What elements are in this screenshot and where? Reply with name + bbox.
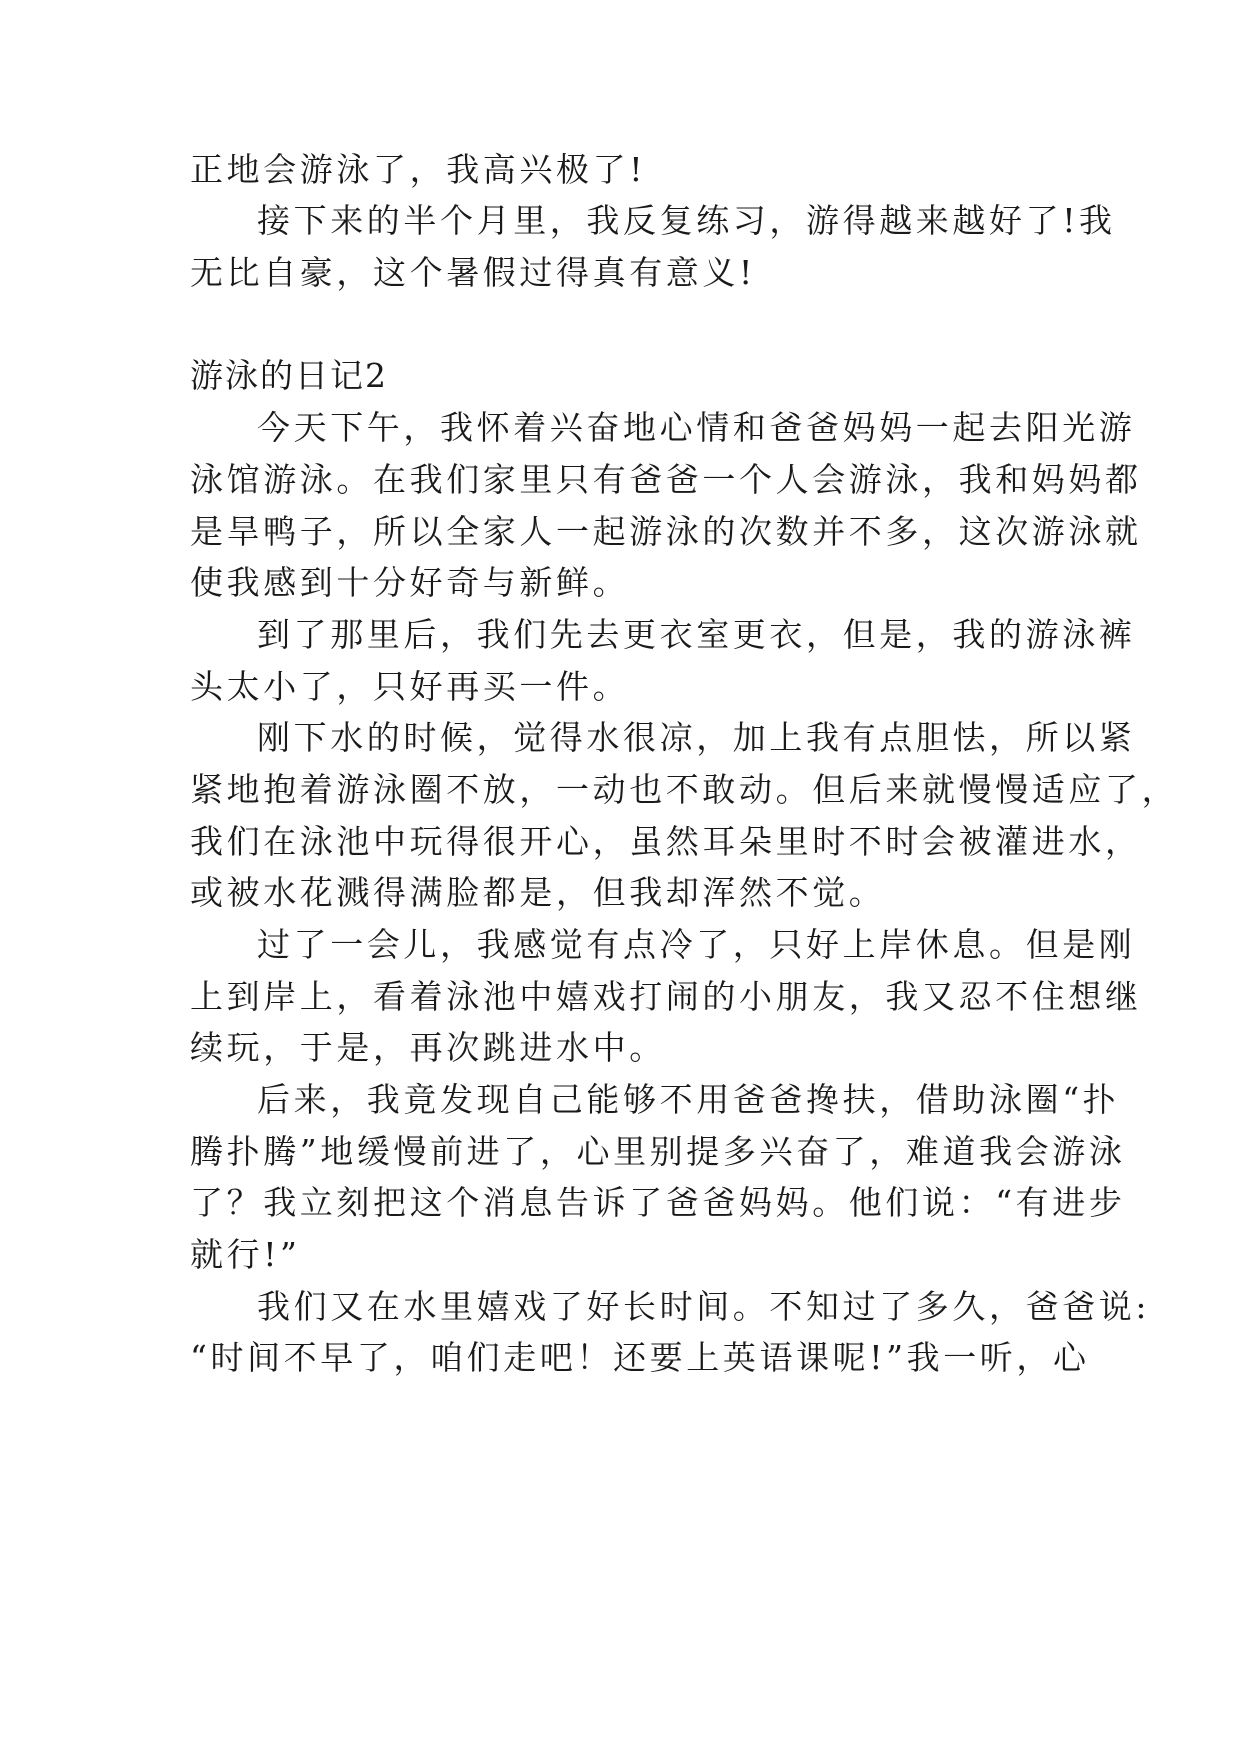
paragraph-first-line: 过了一会儿，我感觉有点冷了，只好上岸休息。但是刚 xyxy=(257,925,1136,964)
text-line: 续玩，于是，再次跳进水中。 xyxy=(190,1028,666,1067)
paragraph-first-line: 刚下水的时候，觉得水很凉，加上我有点胆怯，所以紧 xyxy=(257,718,1136,757)
text-line: 无比自豪，这个暑假过得真有意义! xyxy=(190,253,756,292)
text-line: 头太小了，只好再买一件。 xyxy=(190,667,630,706)
text-line: 紧地抱着游泳圈不放，一动也不敢动。但后来就慢慢适应了， xyxy=(190,770,1179,809)
paragraph-first-line: 我们又在水里嬉戏了好长时间。不知过了多久，爸爸说: xyxy=(257,1287,1151,1326)
text-line: 了？我立刻把这个消息告诉了爸爸妈妈。他们说：“有进步 xyxy=(190,1183,1126,1222)
text-line: “时间不早了，咱们走吧！还要上英语课呢!”我一听，心 xyxy=(190,1338,1090,1377)
text-line: 是旱鸭子，所以全家人一起游泳的次数并不多，这次游泳就 xyxy=(190,512,1142,551)
text-line: 我们在泳池中玩得很开心，虽然耳朵里时不时会被灌进水， xyxy=(190,822,1142,861)
text-line: 或被水花溅得满脸都是，但我却浑然不觉。 xyxy=(190,873,886,912)
text-line: 腾扑腾”地缓慢前进了，心里别提多兴奋了，难道我会游泳 xyxy=(190,1132,1126,1171)
text-line: 泳馆游泳。在我们家里只有爸爸一个人会游泳，我和妈妈都 xyxy=(190,460,1142,499)
section-title: 游泳的日记2 xyxy=(190,356,388,395)
paragraph-first-line: 到了那里后，我们先去更衣室更衣，但是，我的游泳裤 xyxy=(257,615,1136,654)
paragraph-first-line: 今天下午，我怀着兴奋地心情和爸爸妈妈一起去阳光游 xyxy=(257,408,1136,447)
text-line: 使我感到十分好奇与新鲜。 xyxy=(190,563,630,602)
paragraph-first-line: 后来，我竟发现自己能够不用爸爸搀扶，借助泳圈“扑 xyxy=(257,1080,1120,1119)
text-line: 上到岸上，看着泳池中嬉戏打闹的小朋友，我又忍不住想继 xyxy=(190,977,1142,1016)
paragraph-first-line: 接下来的半个月里，我反复练习，游得越来越好了!我 xyxy=(257,201,1116,240)
text-line: 就行!” xyxy=(190,1235,301,1274)
text-line: 正地会游泳了，我高兴极了! xyxy=(190,150,647,189)
